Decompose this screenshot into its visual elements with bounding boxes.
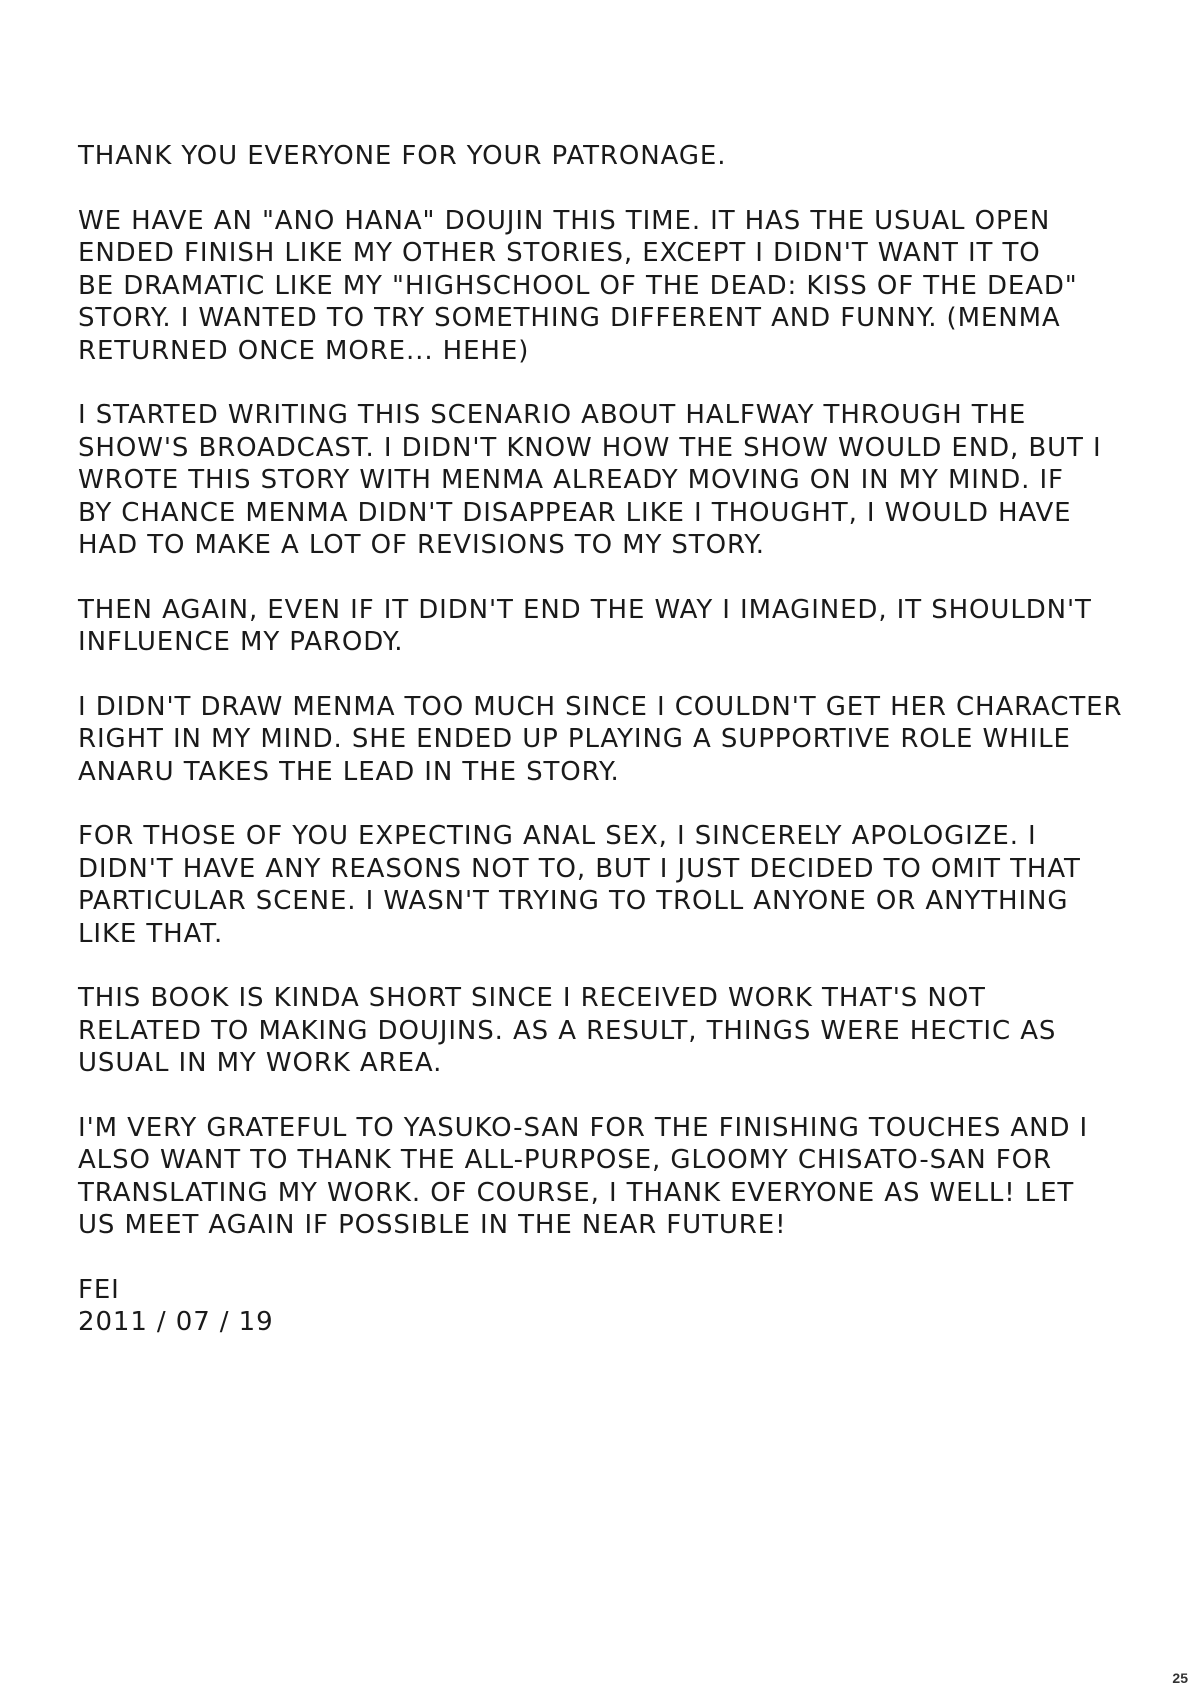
author-signature: FEI: [78, 1274, 120, 1305]
paragraph-apology: FOR THOSE OF YOU EXPECTING ANAL SEX, I SINCERELY APOLOGIZE. I DIDN'T HAVE ANY REASONS NOT TO, BUT I JUST DECIDED TO OMIT THAT PARTICULAR SCENE. I WASN'T TRYING TO TROLL ANYONE OR ANYTHING LIKE THAT.: [78, 821, 1081, 949]
paragraph-writing-scenario: I STARTED WRITING THIS SCENARIO ABOUT HALFWAY THROUGH THE SHOW'S BROADCAST. I DIDN'T KNOW HOW THE SHOW WOULD END, BUT I WROTE THIS STORY WITH MENMA ALREADY MOVING ON IN MY MIND. IF BY CHANCE MENMA DIDN'T DISAPPEAR LIKE I THOUGHT, I WOULD HAVE HAD TO MAKE A LOT OF REVISIONS TO MY STORY.: [78, 400, 1102, 560]
signature-date: 2011 / 07 / 19: [78, 1307, 274, 1337]
paragraph-menma: I DIDN'T DRAW MENMA TOO MUCH SINCE I COULDN'T GET HER CHARACTER RIGHT IN MY MIND. SHE ENDED UP PLAYING A SUPPORTIVE ROLE WHILE ANARU TAKES THE LEAD IN THE STORY.: [78, 691, 1123, 787]
paragraph-thanks: I'M VERY GRATEFUL TO YASUKO-SAN FOR THE FINISHING TOUCHES AND I ALSO WANT TO THANK THE ALL-PURPOSE, GLOOMY CHISATO-SAN FOR TRANSLATING MY WORK. OF COURSE, I THANK EVERYONE AS WELL! LET US MEET AGAIN IF POSSIBLE IN THE NEAR FUTURE!: [78, 1112, 1089, 1240]
page-number: 25: [1172, 1670, 1188, 1686]
afterword-text: [78, 140, 1138, 1339]
paragraph-greeting: THANK YOU EVERYONE FOR YOUR PATRONAGE.: [78, 141, 727, 171]
paragraph-about-doujin: WE HAVE AN "ANO HANA" DOUJIN THIS TIME. IT HAS THE USUAL OPEN ENDED FINISH LIKE MY OTHER STORIES, EXCEPT I DIDN'T WANT IT TO BE DRAMATIC LIKE MY "HIGHSCHOOL OF THE DEAD: KISS OF THE DEAD" STORY. I WANTED TO TRY SOMETHING DIFFERENT AND FUNNY. (MENMA RETURNED ONCE MORE... HEHE): [78, 205, 1078, 366]
paragraph-ending: THEN AGAIN, EVEN IF IT DIDN'T END THE WAY I IMAGINED, IT SHOULDN'T INFLUENCE MY PARODY.: [78, 594, 1092, 657]
paragraph-book-length: THIS BOOK IS KINDA SHORT SINCE I RECEIVED WORK THAT'S NOT RELATED TO MAKING DOUJINS. AS A RESULT, THINGS WERE HECTIC AS USUAL IN MY WORK AREA.: [78, 983, 1057, 1078]
